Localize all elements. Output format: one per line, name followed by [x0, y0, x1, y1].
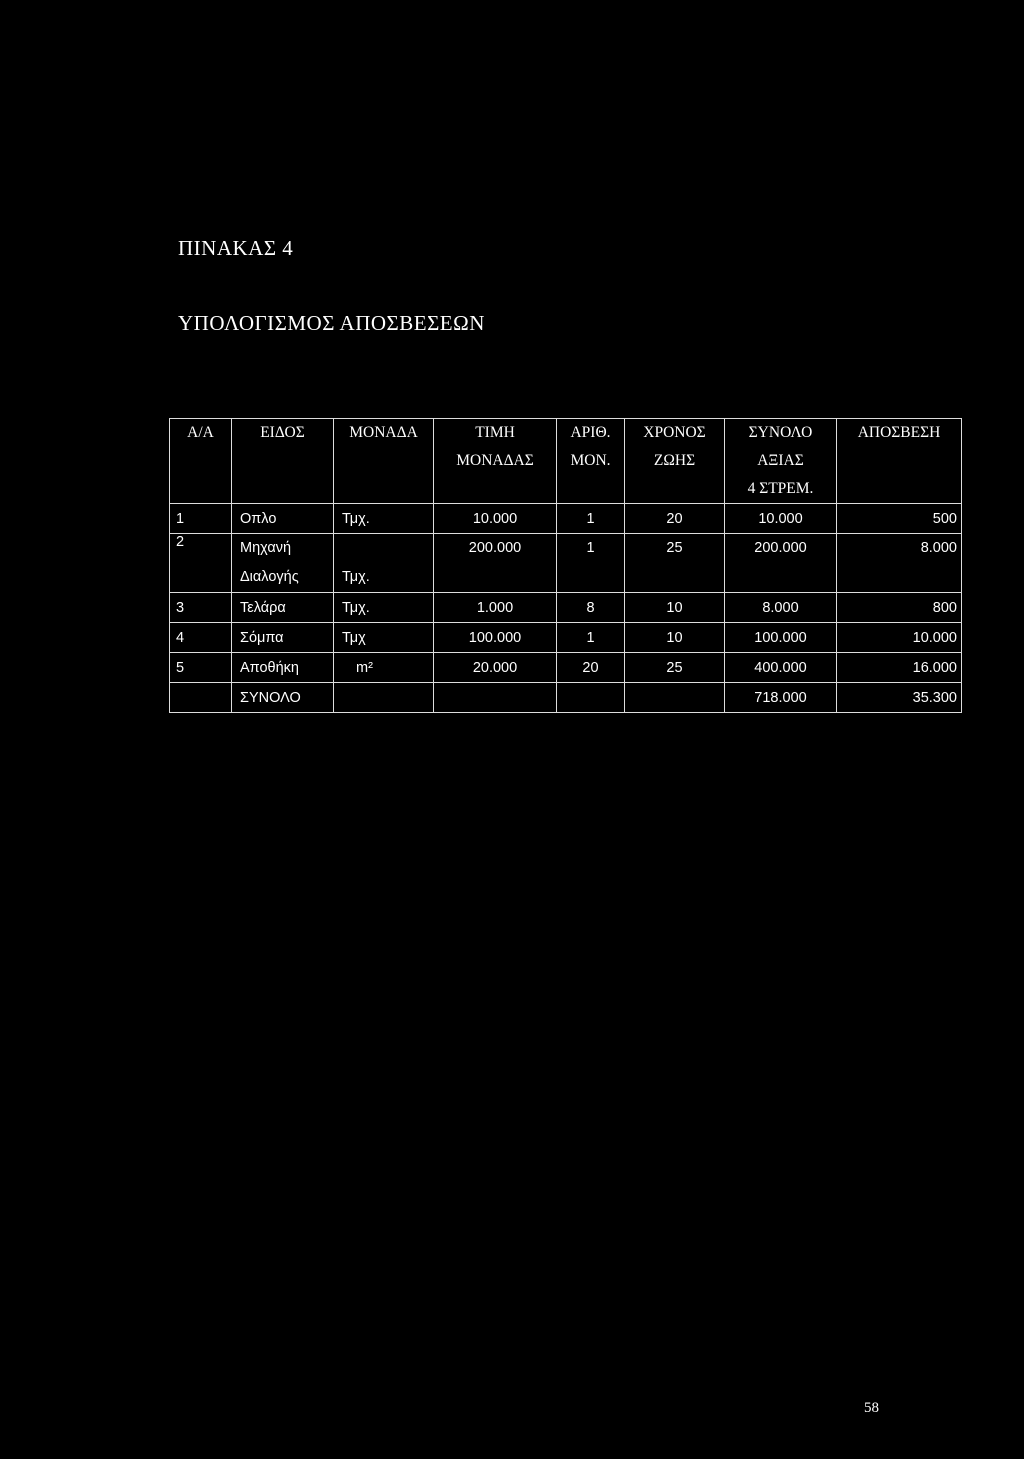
cell-total: 400.000 [725, 653, 837, 683]
cell-aa: 2 [170, 534, 232, 593]
cell-qty: 1 [557, 623, 625, 653]
cell-empty [334, 683, 434, 713]
cell-life: 10 [625, 593, 725, 623]
cell-item [232, 534, 334, 593]
header-item: ΕΙΔΟΣ [232, 419, 334, 504]
cell-aa: 5 [170, 653, 232, 683]
cell-depreciation: 10.000 [837, 623, 962, 653]
cell-unit: Τμχ [334, 623, 434, 653]
cell-empty [434, 683, 557, 713]
cell-depreciation: 500 [837, 504, 962, 534]
cell-item: Αποθήκη [232, 653, 334, 683]
cell-item-line: Διαλογής [240, 569, 299, 585]
cell-qty: 1 [557, 534, 625, 593]
cell-unit: Τμχ. [334, 504, 434, 534]
cell-qty: 8 [557, 593, 625, 623]
table-title: ΠΙΝΑΚΑΣ 4 [178, 236, 294, 260]
cell-depreciation: 16.000 [837, 653, 962, 683]
header-depreciation: ΑΠΟΣΒΕΣΗ [837, 419, 962, 504]
cell-item-line: Μηχανή [240, 540, 292, 556]
cell-empty [557, 683, 625, 713]
cell-depreciation: 800 [837, 593, 962, 623]
cell-unit: m² [334, 653, 434, 683]
cell-unit: Τμχ. [334, 534, 434, 593]
cell-life: 20 [625, 504, 725, 534]
cell-depreciation: 8.000 [837, 534, 962, 593]
table-row [170, 623, 962, 653]
header-life: ΧΡΟΝΟΣ ΖΩΗΣ [625, 419, 725, 504]
cell-item: Τελάρα [232, 593, 334, 623]
header-aa: Α/Α [170, 419, 232, 504]
header-price: ΤΙΜΗ ΜΟΝΑΔΑΣ [434, 419, 557, 504]
cell-aa: 4 [170, 623, 232, 653]
cell-price: 10.000 [434, 504, 557, 534]
header-unit: ΜΟΝΑΔΑ [334, 419, 434, 504]
total-row [170, 683, 962, 713]
cell-total: 10.000 [725, 504, 837, 534]
cell-total: 200.000 [725, 534, 837, 593]
cell-empty [170, 683, 232, 713]
page-number: 58 [864, 1400, 879, 1416]
cell-qty: 20 [557, 653, 625, 683]
depreciation-table [169, 418, 962, 713]
total-value: 718.000 [725, 683, 837, 713]
cell-price: 200.000 [434, 534, 557, 593]
header-total: ΣΥΝΟΛΟ ΑΞΙΑΣ 4 ΣΤΡΕΜ. [725, 419, 837, 504]
header-qty: ΑΡΙΘ. ΜΟΝ. [557, 419, 625, 504]
cell-aa: 3 [170, 593, 232, 623]
total-label: ΣΥΝΟΛΟ [232, 683, 334, 713]
cell-empty [625, 683, 725, 713]
header-row [170, 419, 962, 504]
cell-item: Σόμπα [232, 623, 334, 653]
cell-total: 100.000 [725, 623, 837, 653]
table-row [170, 653, 962, 683]
cell-price: 1.000 [434, 593, 557, 623]
cell-aa: 1 [170, 504, 232, 534]
cell-total: 8.000 [725, 593, 837, 623]
cell-item: Οπλο [232, 504, 334, 534]
cell-price: 20.000 [434, 653, 557, 683]
table-row [170, 504, 962, 534]
cell-life: 25 [625, 653, 725, 683]
cell-qty: 1 [557, 504, 625, 534]
cell-unit: Τμχ. [334, 593, 434, 623]
table-row [170, 534, 962, 593]
cell-life: 10 [625, 623, 725, 653]
cell-life: 25 [625, 534, 725, 593]
table-subtitle: ΥΠΟΛΟΓΙΣΜΟΣ ΑΠΟΣΒΕΣΕΩΝ [178, 311, 485, 335]
cell-price: 100.000 [434, 623, 557, 653]
total-depreciation: 35.300 [837, 683, 962, 713]
table-row [170, 593, 962, 623]
